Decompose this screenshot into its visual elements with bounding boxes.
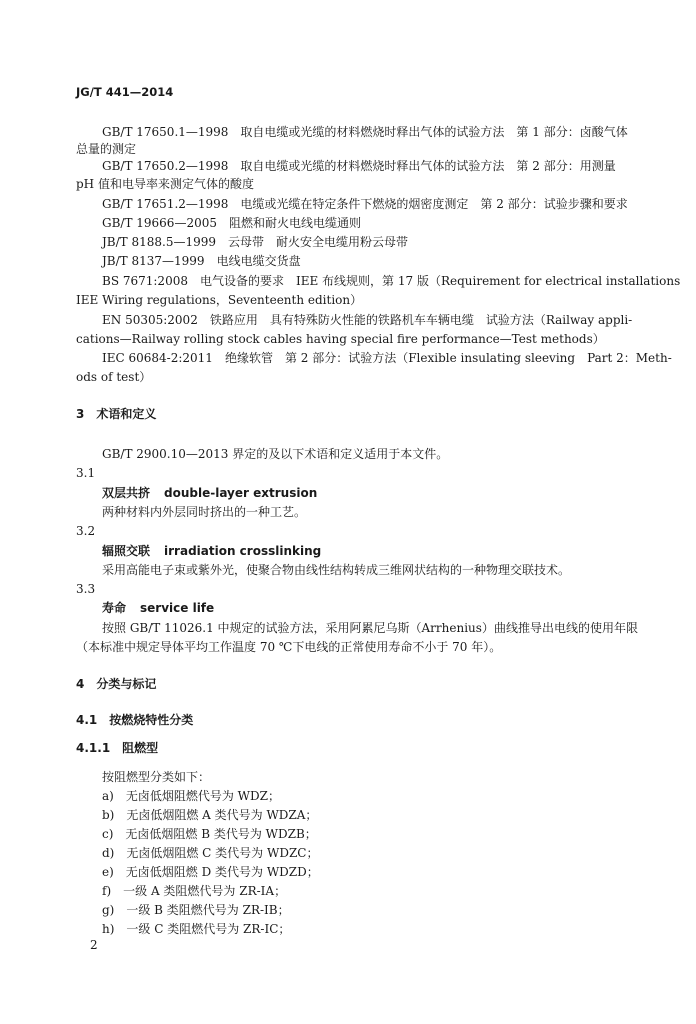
- list-item: g) 一级 B 类阻燃代号为 ZR-IB；: [102, 903, 290, 917]
- reference-line: IEC 60684-2:2011 绝缘软管 第 2 部分：试验方法（Flexible insulating sleeving Part 2：Meth-: [102, 351, 672, 365]
- list-item: f) 一级 A 类阻燃代号为 ZR-IA；: [102, 884, 287, 898]
- reference-line: BS 7671:2008 电气设备的要求 IEE 布线规则，第 17 版（Requirement for electrical installations: [102, 274, 681, 288]
- term-en: service life: [140, 601, 215, 615]
- list-item: b) 无卤低烟阻燃 A 类代号为 WDZA；: [102, 808, 318, 822]
- term-definition: 两种材料内外层同时挤出的一种工艺。: [102, 505, 307, 519]
- reference-line: IEE Wiring regulations，Seventeenth edition）: [76, 293, 363, 307]
- section-heading: 4 分类与标记: [76, 677, 157, 691]
- page-number: 2: [90, 938, 98, 952]
- term-title: [102, 485, 317, 501]
- standard-number: JG/T 441—2014: [76, 85, 174, 99]
- term-definition: 按照 GB/T 11026.1 中规定的试验方法，采用阿累尼乌斯（Arrhenius）曲线推导出电线的使用年限: [102, 621, 638, 635]
- list-intro: 按阻燃型分类如下：: [102, 770, 211, 784]
- reference-line: cations—Railway rolling stock cables having special fire performance—Test methods）: [76, 332, 605, 346]
- term-definition: （本标准中规定导体平均工作温度 70 ℃下电线的正常使用寿命不小于 70 年）。: [76, 640, 502, 654]
- term-title: [102, 600, 214, 616]
- list-item: d) 无卤低烟阻燃 C 类代号为 WDZC；: [102, 846, 319, 860]
- reference-line: EN 50305:2002 铁路应用 具有特殊防火性能的铁路机车车辆电缆 试验方法（Railway appli-: [102, 313, 633, 327]
- reference-line: JB/T 8137—1999 电线电缆交货盘: [102, 254, 301, 268]
- subsubsection-heading: 4.1.1 阻燃型: [76, 741, 159, 755]
- term-zh: 寿命: [102, 601, 127, 615]
- term-en: double-layer extrusion: [164, 486, 318, 500]
- list-item: e) 无卤低烟阻燃 D 类代号为 WDZD；: [102, 865, 319, 879]
- reference-line: JB/T 8188.5—1999 云母带 耐火安全电缆用粉云母带: [102, 235, 409, 249]
- term-title: [102, 543, 321, 559]
- term-number: 3.2: [76, 524, 96, 538]
- list-item: h) 一级 C 类阻燃代号为 ZR-IC；: [102, 922, 291, 936]
- term-zh: 辐照交联: [102, 544, 151, 558]
- list-item: a) 无卤低烟阻燃代号为 WDZ；: [102, 789, 280, 803]
- reference-line: 总量的测定: [76, 142, 137, 156]
- reference-line: pH 值和电导率来测定气体的酸度: [76, 177, 254, 191]
- reference-line: GB/T 17650.1—1998 取自电缆或光缆的材料燃烧时释出气体的试验方法 第 1 部分：卤酸气体: [102, 125, 628, 139]
- subsection-heading: 4.1 按燃烧特性分类: [76, 713, 194, 727]
- reference-line: GB/T 17651.2—1998 电缆或光缆在特定条件下燃烧的烟密度测定 第 2 部分：试验步骤和要求: [102, 197, 628, 211]
- term-number: 3.3: [76, 582, 96, 596]
- section-intro: GB/T 2900.10—2013 界定的及以下术语和定义适用于本文件。: [102, 447, 449, 461]
- term-definition: 采用高能电子束或紫外光，使聚合物由线性结构转成三维网状结构的一种物理交联技术。: [102, 563, 571, 577]
- term-number: 3.1: [76, 466, 96, 480]
- reference-line: ods of test）: [76, 370, 152, 384]
- term-zh: 双层共挤: [102, 486, 151, 500]
- reference-line: GB/T 17650.2—1998 取自电缆或光缆的材料燃烧时释出气体的试验方法 第 2 部分：用测量: [102, 159, 616, 173]
- list-item: c) 无卤低烟阻燃 B 类代号为 WDZB；: [102, 827, 317, 841]
- reference-line: GB/T 19666—2005 阻燃和耐火电线电缆通则: [102, 216, 361, 230]
- section-heading: 3 术语和定义: [76, 407, 157, 421]
- term-en: irradiation crosslinking: [164, 544, 322, 558]
